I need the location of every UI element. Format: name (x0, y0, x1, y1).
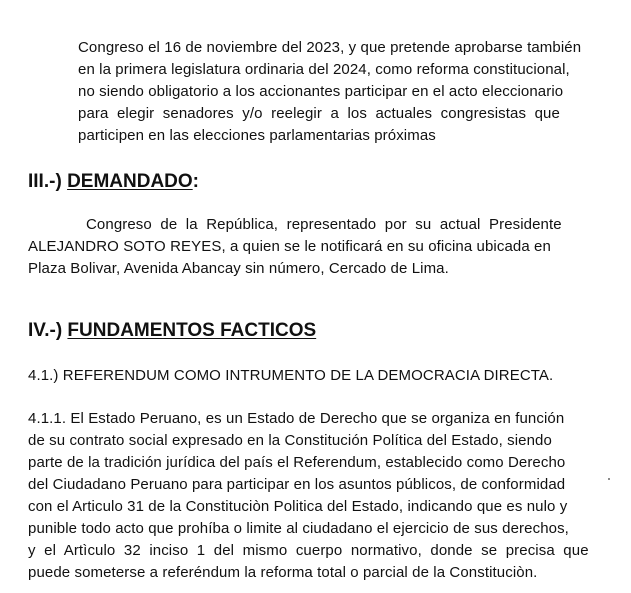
intro-line: Congreso el 16 de noviembre del 2023, y que pretende aprobarse también (78, 39, 582, 56)
demandado-line: Plaza Bolivar, Avenida Abancay sin número, Cercado de Lima. (28, 260, 449, 277)
fundamentos-line: punible todo acto que prohíba o limite al ciudadano el ejercicio de sus derechos, (28, 520, 569, 537)
intro-line: en la primera legislatura ordinaria del 2024, como reforma constitucional, (78, 61, 570, 78)
fundamentos-line: de su contrato social expresado en la Constitución Política del Estado, siendo (28, 432, 552, 449)
intro-line: participen en las elecciones parlamentarias próximas (78, 127, 436, 144)
fundamentos-line: 4.1.1. El Estado Peruano, es un Estado de Derecho que se organiza en función (28, 410, 565, 427)
demandado-line: ALEJANDRO SOTO REYES, a quien se le notificará en su oficina ubicada en (28, 238, 551, 255)
fundamentos-line: parte de la tradición jurídica del país el Referendum, establecido como Derecho (28, 454, 566, 471)
section-number: IV.-) (28, 320, 68, 341)
scan-speck (608, 478, 610, 480)
demandado-line: Congreso de la República, representado por su actual Presidente (86, 216, 562, 233)
section-title: DEMANDADO (67, 171, 193, 192)
intro-line: para elegir senadores y/o reelegir a los actuales congresistas que (78, 105, 560, 122)
fundamentos-line: puede someterse a referéndum la reforma total o parcial de la Constituciòn. (28, 564, 538, 581)
section-heading-demandado (28, 170, 199, 194)
section-colon: : (192, 171, 199, 192)
intro-line: no siendo obligatorio a los accionantes participar en el acto eleccionario (78, 83, 564, 100)
section-title: FUNDAMENTOS FACTICOS (67, 320, 317, 341)
fundamentos-line: del Ciudadano Peruano para participar en los asuntos públicos, de conformidad (28, 476, 566, 493)
section-number: III.-) (28, 171, 68, 192)
subsection-heading: 4.1.) REFERENDUM COMO INTRUMENTO DE LA DEMOCRACIA DIRECTA. (28, 367, 554, 384)
section-heading-fundamentos (28, 319, 316, 343)
fundamentos-line: con el Articulo 31 de la Constituciòn Politica del Estado, indicando que es nulo y (28, 498, 568, 515)
fundamentos-line: y el Artìculo 32 inciso 1 del mismo cuerpo normativo, donde se precisa que (28, 542, 589, 559)
